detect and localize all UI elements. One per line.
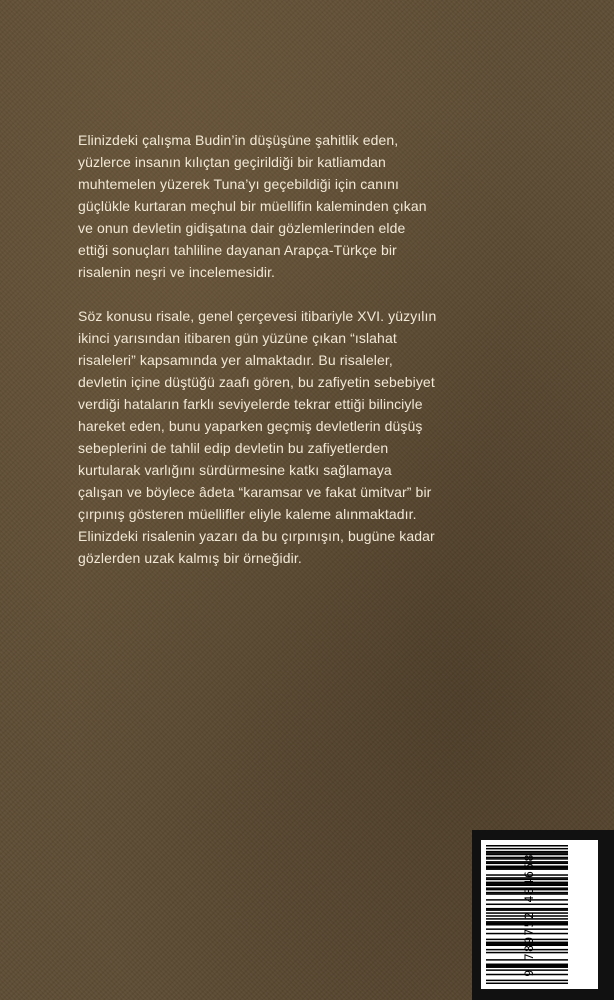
blurb-line: Söz konusu risale, genel çerçevesi itibariyle XVI. yüzyılın [78,308,437,324]
blurb-line: kurtularak varlığını sürdürmesine katkı sağlamaya [78,462,392,478]
blurb-paragraph-2 [78,305,548,569]
blurb-line: ikinci yarısından itibaren gün yüzüne çıkan “ıslahat [78,330,397,346]
blurb-line: devletin içine düştüğü zaafı gören, bu zafiyetin sebebiyet [78,374,435,390]
blurb-line: sebeplerini de tahlil edip devletin bu zafiyetlerden [78,440,389,456]
blurb-line: muhtemelen yüzerek Tuna’yı geçebildiği için canını [78,176,399,192]
blurb-paragraph-1 [78,129,548,283]
blurb-line: ettiği sonuçları tahliline dayanan Arapça-Türkçe bir [78,242,397,258]
blurb-text [78,129,548,591]
blurb-line: güçlükle kurtaran meçhul bir müellifin kaleminden çıkan [78,198,427,214]
blurb-line: risaleleri” kapsamında yer almaktadır. Bu risaleler, [78,352,393,368]
blurb-line: gözlerden uzak kalmış bir örneğidir. [78,550,302,566]
blurb-line: verdiği hataların farklı seviyelerde tekrar ettiği bilinciyle [78,396,423,412]
blurb-line: hareket eden, bunu yaparken geçmiş devletlerin düşüş [78,418,423,434]
blurb-line: çalışan ve böylece âdeta “karamsar ve fakat ümitvar” bir [78,484,432,500]
blurb-line: yüzlerce insanın kılıçtan geçirildiği bir katliamdan [78,154,386,170]
blurb-line: ve onun devletin gidişatına dair gözlemlerinden elde [78,220,406,236]
blurb-line: çırpınış gösteren müellifler eliyle kaleme alınmaktadır. [78,506,417,522]
blurb-line: risalenin neşri ve incelemesidir. [78,264,276,280]
blurb-line: Elinizdeki risalenin yazarı da bu çırpınışın, bugüne kadar [78,528,435,544]
blurb-line: Elinizdeki çalışma Budin’in düşüşüne şahitlik eden, [78,132,399,148]
isbn-digits: 9 789752 484658 [522,853,536,977]
